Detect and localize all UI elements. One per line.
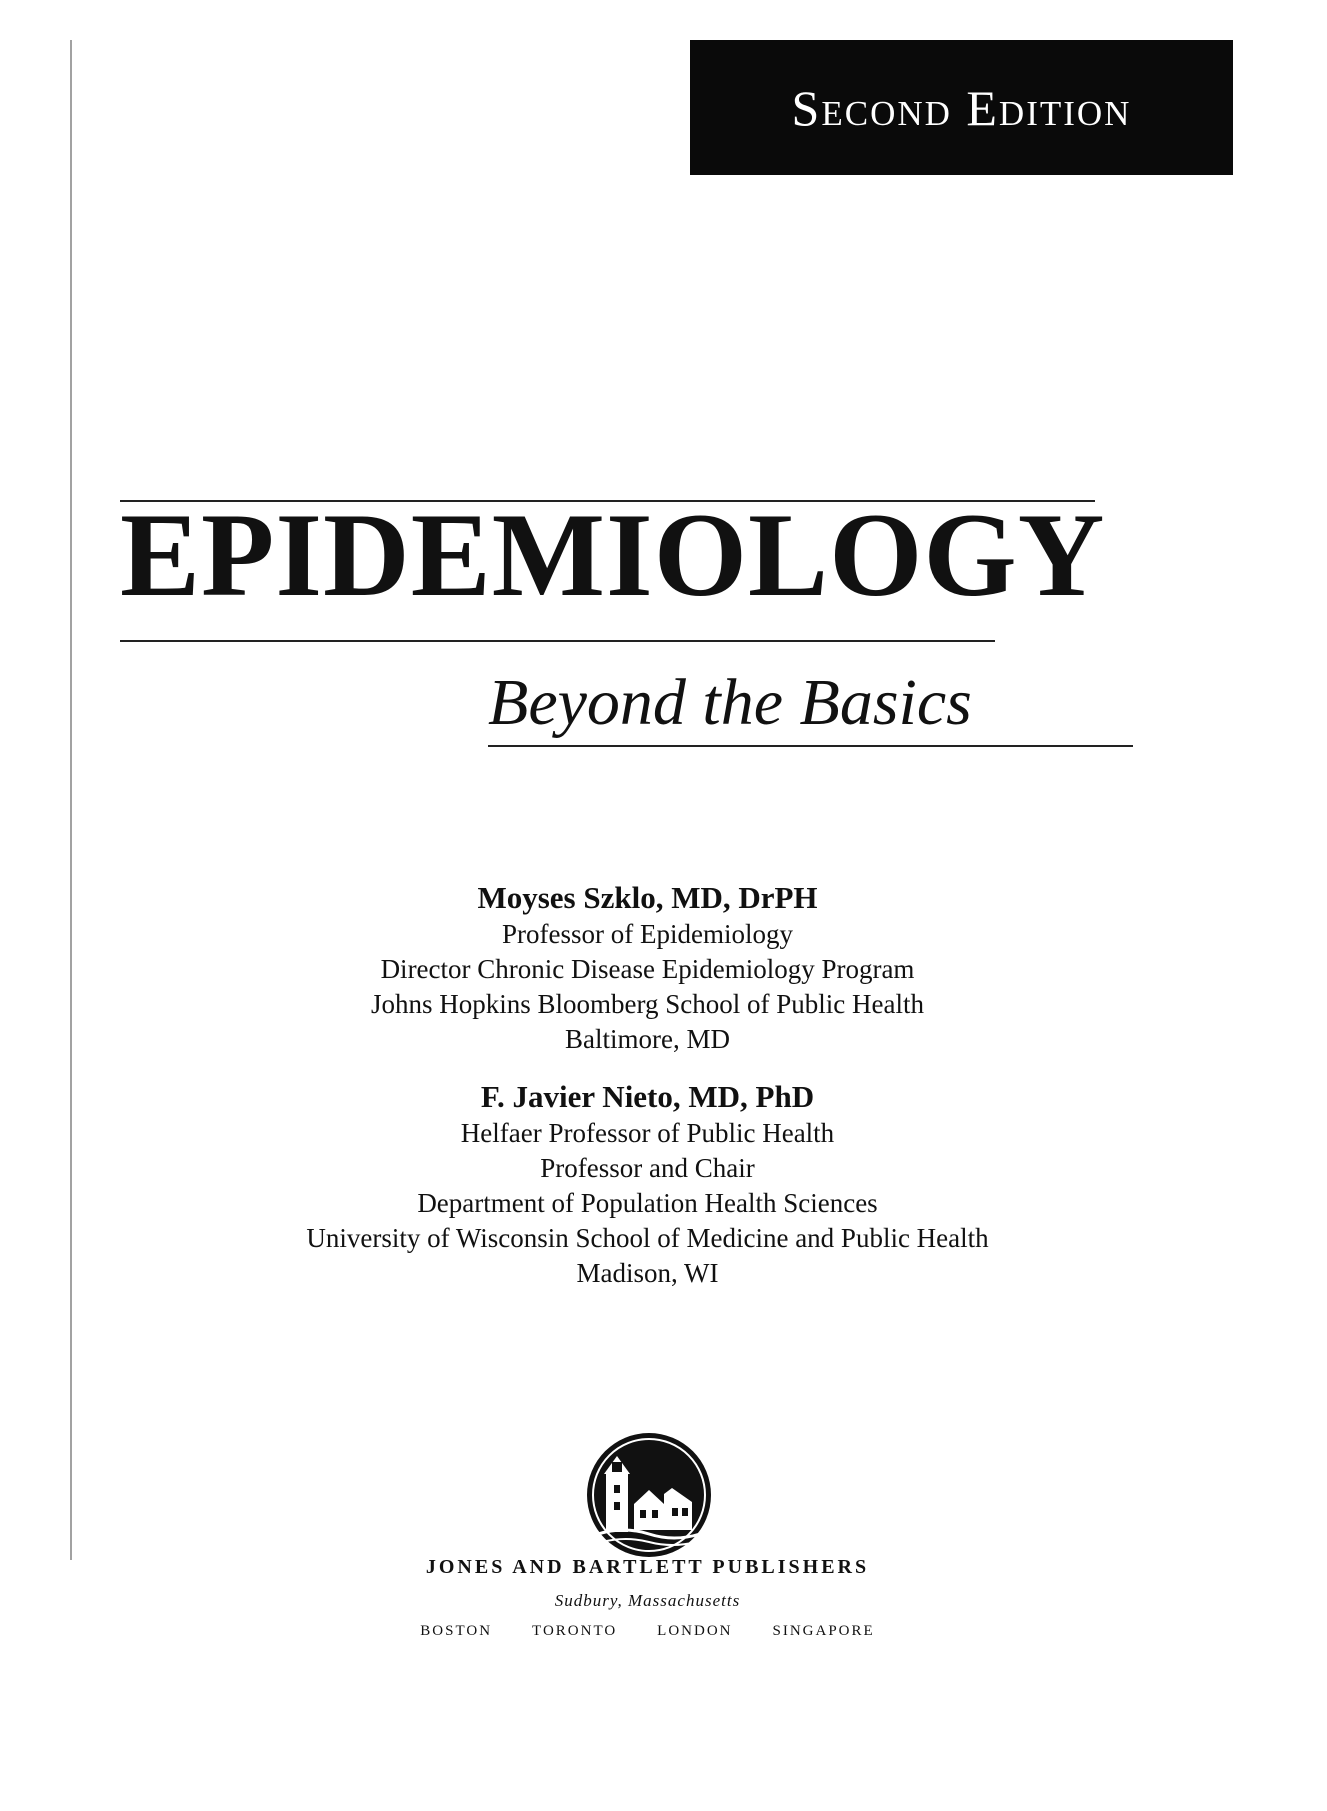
publisher-location: Sudbury, Massachusetts bbox=[554, 1591, 741, 1610]
author-name: Moyses Szklo, MD, DrPH bbox=[477, 880, 818, 915]
publisher-name: JONES AND BARTLETT PUBLISHERS bbox=[425, 1556, 870, 1578]
page-scan-edge bbox=[70, 40, 72, 1560]
author-affiliation: Helfaer Professor of Public Health bbox=[460, 1118, 835, 1148]
author-name: F. Javier Nieto, MD, PhD bbox=[480, 1079, 815, 1114]
publisher-city: SINGAPORE bbox=[772, 1623, 875, 1639]
author-szklo bbox=[0, 880, 1295, 1057]
author-affiliation: Department of Population Health Sciences bbox=[417, 1188, 878, 1218]
author-affiliation: Professor of Epidemiology bbox=[502, 919, 793, 949]
author-affiliation: Johns Hopkins Bloomberg School of Public Health bbox=[371, 989, 924, 1019]
author-nieto bbox=[0, 1079, 1295, 1291]
lighthouse-logo-icon bbox=[584, 1430, 714, 1560]
author-list bbox=[0, 880, 1295, 1291]
book-subtitle: Beyond the Basics bbox=[488, 666, 972, 739]
publisher-block bbox=[0, 1556, 1295, 1640]
publisher-city: LONDON bbox=[657, 1623, 733, 1639]
publisher-city: BOSTON bbox=[420, 1623, 493, 1639]
subtitle-underline bbox=[488, 745, 1133, 747]
author-affiliation: Professor and Chair bbox=[540, 1153, 755, 1183]
book-title: EPIDEMIOLOGY bbox=[120, 488, 1106, 621]
publisher-city: TORONTO bbox=[532, 1623, 618, 1639]
author-affiliation: Director Chronic Disease Epidemiology Program bbox=[380, 954, 915, 984]
title-bottom-rule bbox=[120, 640, 995, 642]
publisher-cities bbox=[0, 1623, 1295, 1640]
edition-banner bbox=[690, 40, 1233, 175]
author-affiliation: University of Wisconsin School of Medicine and Public Health bbox=[306, 1223, 989, 1253]
author-affiliation: Madison, WI bbox=[576, 1258, 719, 1288]
edition-label: Second Edition bbox=[791, 79, 1132, 136]
author-affiliation: Baltimore, MD bbox=[565, 1024, 730, 1054]
